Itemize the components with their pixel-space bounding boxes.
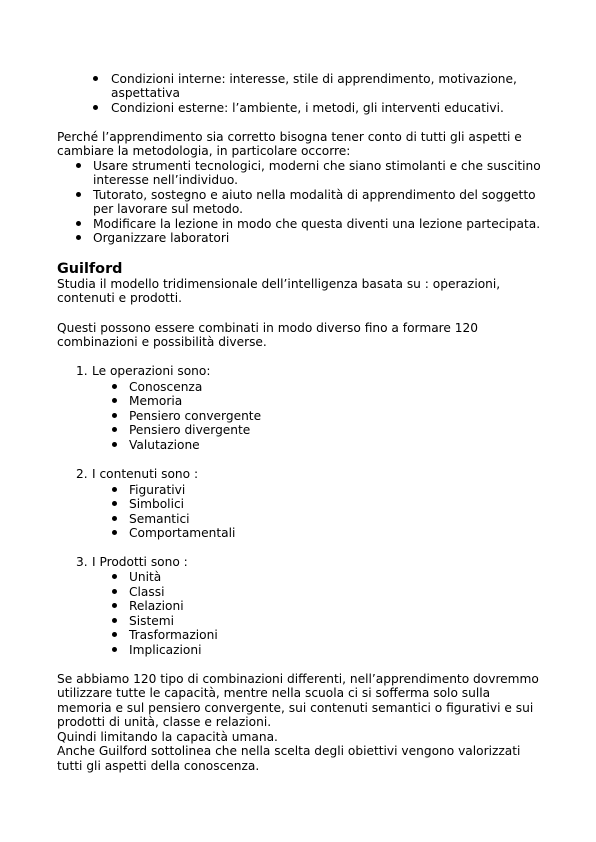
bullet-icon [112, 603, 117, 608]
paragraph-line: combinazioni e possibilità diverse. [57, 335, 267, 349]
list-item: Implicazioni [129, 643, 202, 657]
list-item: Pensiero convergente [129, 409, 262, 423]
bullet-icon [112, 618, 117, 623]
bullet-icon [76, 235, 81, 240]
bullet-icon [112, 589, 117, 594]
bullet-icon [112, 501, 117, 506]
bullet-icon [93, 105, 98, 110]
group-label: Le operazioni sono: [92, 364, 211, 378]
bullet-icon [112, 384, 117, 389]
bullet-icon [112, 632, 117, 637]
bullet-icon [76, 221, 81, 226]
list-item: Relazioni [129, 599, 184, 613]
paragraph-line: utilizzare tutte le capacità, mentre nella scuola ci si sofferma solo sulla [57, 686, 491, 700]
list-item: Classi [129, 585, 165, 599]
bullet-icon [112, 413, 117, 418]
bullet-icon [112, 487, 117, 492]
list-item: Conoscenza [129, 380, 203, 394]
list-item: Memoria [129, 394, 183, 408]
list-item-line: Condizioni esterne: l’ambiente, i metodi, gli interventi educativi. [111, 101, 504, 115]
list-item: Simbolici [129, 497, 185, 511]
group-label: I Prodotti sono : [92, 555, 188, 569]
list-item: Semantici [129, 512, 190, 526]
paragraph-line: Studia il modello tridimensionale dell’intelligenza basata su : operazioni, [57, 277, 501, 291]
list-number: 3. [76, 555, 88, 569]
bullet-icon [112, 442, 117, 447]
list-item-line: Organizzare laboratori [93, 231, 230, 245]
list-item: Pensiero divergente [129, 423, 251, 437]
paragraph-line: memoria e sul pensiero convergente, sui contenuti semantici o figurativi e sui [57, 701, 534, 715]
bullet-icon [112, 427, 117, 432]
list-number: 1. [76, 364, 88, 378]
list-item-line: aspettativa [111, 86, 180, 100]
paragraph-line: contenuti e prodotti. [57, 291, 182, 305]
paragraph-line: Anche Guilford sottolinea che nella scelta degli obiettivi vengono valorizzati [57, 744, 521, 758]
list-item: Sistemi [129, 614, 175, 628]
list-item-line: Condizioni interne: interesse, stile di apprendimento, motivazione, [111, 72, 517, 86]
bullet-icon [112, 530, 117, 535]
paragraph-line: Se abbiamo 120 tipo di combinazioni differenti, nell’apprendimento dovremmo [57, 672, 539, 686]
bullet-icon [112, 647, 117, 652]
group-label: I contenuti sono : [92, 467, 199, 481]
paragraph-line: Questi possono essere combinati in modo diverso fino a formare 120 [57, 321, 479, 335]
list-item: Figurativi [129, 483, 186, 497]
bullet-icon [112, 398, 117, 403]
list-item: Unità [129, 570, 162, 584]
list-item-line: per lavorare sul metodo. [93, 202, 244, 216]
list-item-line: Tutorato, sostegno e aiuto nella modalità di apprendimento del soggetto [93, 188, 536, 202]
list-item-line: interesse nell’individuo. [93, 173, 238, 187]
bullet-icon [112, 574, 117, 579]
paragraph-line: Perché l’apprendimento sia corretto bisogna tener conto di tutti gli aspetti e [57, 130, 522, 144]
list-item: Valutazione [129, 438, 200, 452]
bullet-icon [93, 76, 98, 81]
list-item-line: Modificare la lezione in modo che questa diventi una lezione partecipata. [93, 217, 541, 231]
paragraph-line: prodotti di unità, classe e relazioni. [57, 715, 272, 729]
bullet-icon [112, 516, 117, 521]
list-item-line: Usare strumenti tecnologici, moderni che siano stimolanti e che suscitino [93, 159, 541, 173]
bullet-icon [76, 163, 81, 168]
section-heading: Guilford [57, 261, 123, 277]
paragraph-line: tutti gli aspetti della conoscenza. [57, 759, 260, 773]
list-number: 2. [76, 467, 88, 481]
paragraph-line: cambiare la metodologia, in particolare occorre: [57, 144, 351, 158]
paragraph-line: Quindi limitando la capacità umana. [57, 730, 278, 744]
list-item: Trasformazioni [129, 628, 218, 642]
bullet-icon [76, 192, 81, 197]
list-item: Comportamentali [129, 526, 236, 540]
